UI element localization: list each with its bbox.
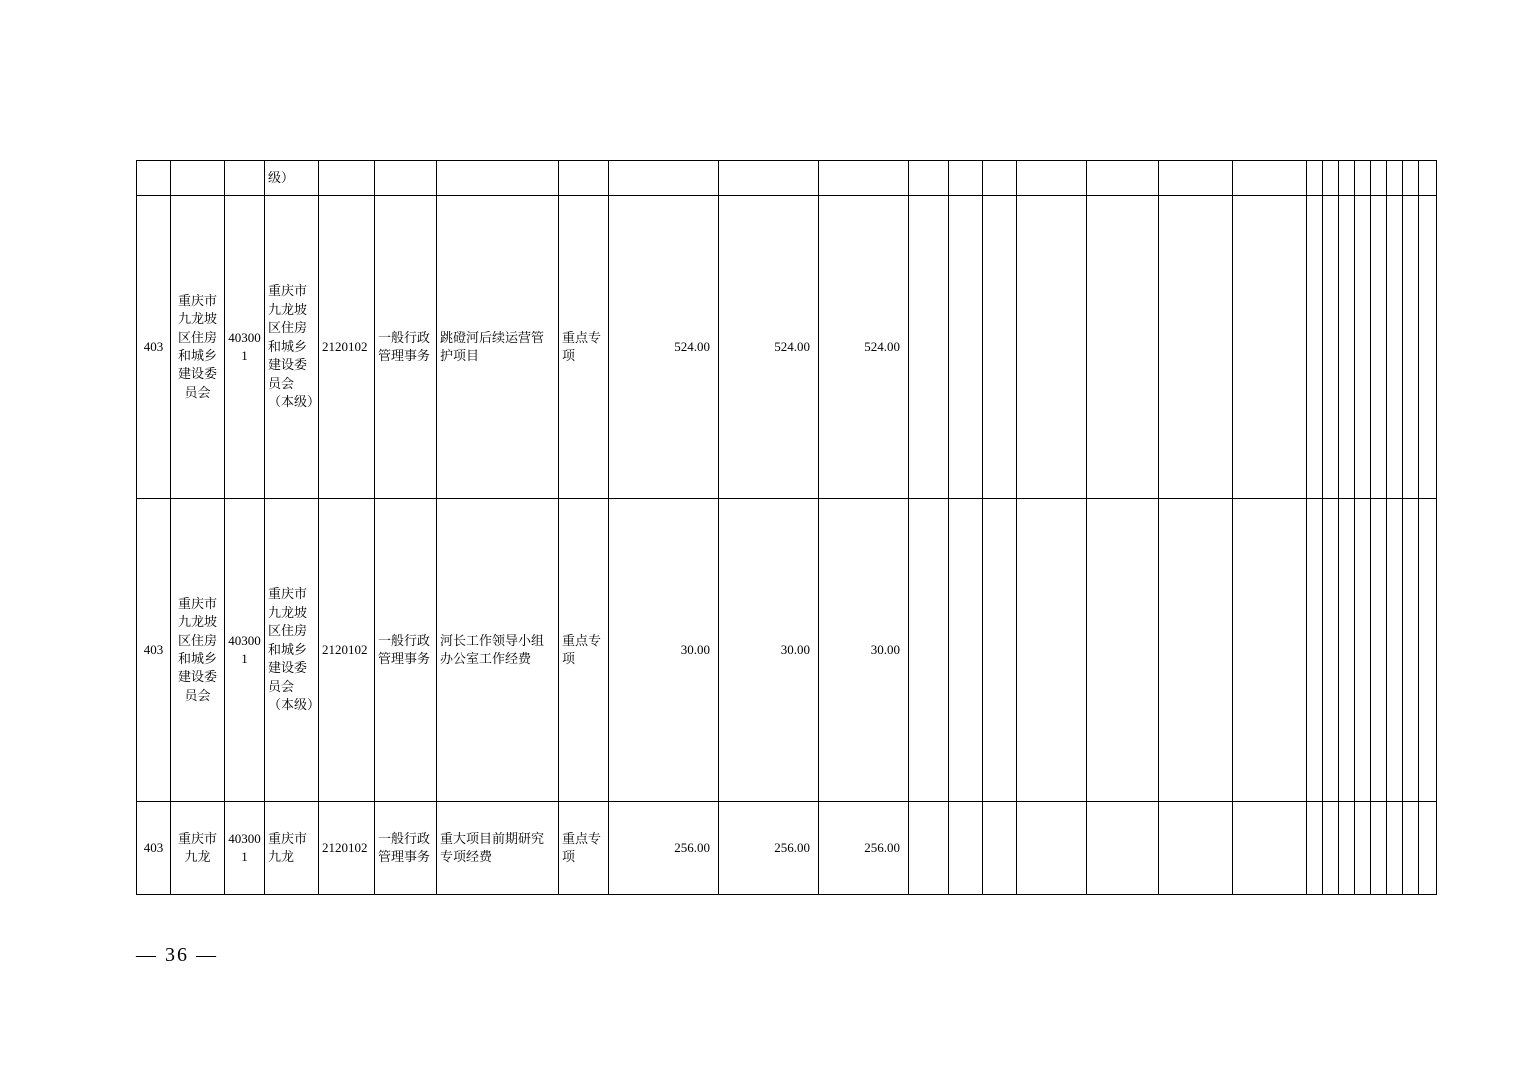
cell-project-name: 重大项目前期研究专项经费: [440, 830, 545, 864]
cell-amount-2: 256.00: [774, 839, 810, 855]
cell-blank: [1387, 196, 1403, 499]
cell-blank: [1371, 161, 1387, 196]
cell-project-type: [559, 175, 608, 181]
cell-blank: [1419, 196, 1437, 499]
cell-project-name: 跳磴河后续运营管护项目: [440, 329, 545, 363]
cell-blank: [1403, 196, 1419, 499]
cell-dept-name: [171, 175, 224, 181]
cell-dept-code: 403: [143, 839, 164, 855]
cell-blank: [909, 161, 949, 196]
cell-blank: [1371, 499, 1387, 802]
cell-dept-code: [137, 175, 170, 181]
cell-blank: [1017, 161, 1087, 196]
cell-blank: [1355, 196, 1371, 499]
cell-blank: [1355, 499, 1371, 802]
cell-blank: [1307, 499, 1323, 802]
cell-blank: [1307, 161, 1323, 196]
cell-blank: [1403, 161, 1419, 196]
cell-unit-code: 403001: [228, 329, 261, 363]
cell-blank: [1087, 196, 1159, 499]
cell-function-code: 2120102: [322, 641, 368, 657]
cell-blank: [1339, 161, 1355, 196]
cell-unit-name: 重庆市九龙坡区住房和城乡建设委员会（本级）: [268, 283, 321, 410]
cell-unit-code: 403001: [228, 830, 261, 864]
cell-blank: [1087, 802, 1159, 895]
cell-amount-3: 256.00: [864, 839, 900, 855]
cell-dept-name: 重庆市九龙坡区住房和城乡建设委员会: [177, 292, 217, 400]
cell-dept-code: 403: [143, 338, 164, 354]
cell-blank: [1419, 161, 1437, 196]
cell-blank: [1371, 196, 1387, 499]
cell-blank: [1355, 802, 1371, 895]
cell-project-name: [437, 175, 558, 181]
cell-blank: [1355, 161, 1371, 196]
cell-blank: [1017, 196, 1087, 499]
cell-dept-name: 重庆市九龙: [177, 830, 217, 864]
cell-blank: [1159, 196, 1233, 499]
cell-project-name: 河长工作领导小组办公室工作经费: [440, 632, 545, 666]
cell-amount-1: 256.00: [674, 839, 710, 855]
cell-blank: [1159, 161, 1233, 196]
cell-blank: [1307, 196, 1323, 499]
cell-unit-code: [225, 175, 264, 181]
table-row: [137, 802, 1437, 895]
cell-blank: [983, 196, 1017, 499]
cell-blank: [1159, 499, 1233, 802]
cell-amount-1: 30.00: [680, 641, 710, 657]
cell-blank: [1307, 802, 1323, 895]
cell-blank: [909, 499, 949, 802]
cell-blank: [1017, 802, 1087, 895]
cell-unit-name: 重庆市九龙坡区住房和城乡建设委员会（本级）: [268, 586, 321, 713]
cell-function-name: 一般行政管理事务: [378, 329, 431, 363]
budget-table: [136, 160, 1437, 895]
cell-blank: [1339, 499, 1355, 802]
cell-blank: [1339, 802, 1355, 895]
cell-blank: [983, 802, 1017, 895]
cell-amount-3: 30.00: [870, 641, 900, 657]
cell-blank: [1339, 196, 1355, 499]
cell-blank: [1233, 499, 1307, 802]
cell-function-code: 2120102: [322, 338, 368, 354]
table-row: [137, 499, 1437, 802]
cell-unit-code: 403001: [228, 632, 261, 666]
cell-function-code: [319, 175, 374, 181]
cell-function-code: 2120102: [322, 839, 368, 855]
cell-blank: [1233, 161, 1307, 196]
cell-blank: [983, 499, 1017, 802]
cell-project-type: 重点专项: [562, 830, 602, 864]
cell-function-name: [375, 175, 436, 181]
cell-blank: [1419, 802, 1437, 895]
cell-amount-3: [819, 175, 908, 181]
cell-blank: [1403, 499, 1419, 802]
cell-blank: [1419, 499, 1437, 802]
cell-blank: [949, 161, 983, 196]
cell-blank: [1233, 802, 1307, 895]
cell-dept-name: 重庆市九龙坡区住房和城乡建设委员会: [177, 595, 217, 703]
cell-amount-2: [719, 175, 818, 181]
cell-blank: [949, 499, 983, 802]
cell-blank: [1403, 802, 1419, 895]
cell-blank: [909, 802, 949, 895]
cell-blank: [949, 196, 983, 499]
cell-blank: [983, 161, 1017, 196]
cell-blank: [1387, 802, 1403, 895]
cell-blank: [909, 196, 949, 499]
cell-amount-1: [609, 175, 718, 181]
cell-blank: [1387, 161, 1403, 196]
cell-blank: [1323, 499, 1339, 802]
cell-blank: [1323, 196, 1339, 499]
cell-blank: [949, 802, 983, 895]
cell-blank: [1087, 161, 1159, 196]
cell-blank: [1159, 802, 1233, 895]
table-row: [137, 196, 1437, 499]
cell-unit-name: 级）: [268, 169, 295, 185]
cell-dept-code: 403: [143, 641, 164, 657]
cell-blank: [1017, 499, 1087, 802]
cell-function-name: 一般行政管理事务: [378, 830, 431, 864]
cell-amount-2: 524.00: [774, 338, 810, 354]
cell-project-type: 重点专项: [562, 632, 602, 666]
cell-amount-2: 30.00: [780, 641, 810, 657]
cell-blank: [1387, 499, 1403, 802]
cell-blank: [1323, 802, 1339, 895]
cell-unit-name: 重庆市九龙: [268, 830, 308, 864]
page-number: — 36 —: [136, 944, 218, 966]
cell-function-name: 一般行政管理事务: [378, 632, 431, 666]
cell-amount-3: 524.00: [864, 338, 900, 354]
cell-project-type: 重点专项: [562, 329, 602, 363]
cell-blank: [1233, 196, 1307, 499]
table-row: [137, 161, 1437, 196]
cell-blank: [1323, 161, 1339, 196]
cell-blank: [1087, 499, 1159, 802]
cell-blank: [1371, 802, 1387, 895]
cell-amount-1: 524.00: [674, 338, 710, 354]
